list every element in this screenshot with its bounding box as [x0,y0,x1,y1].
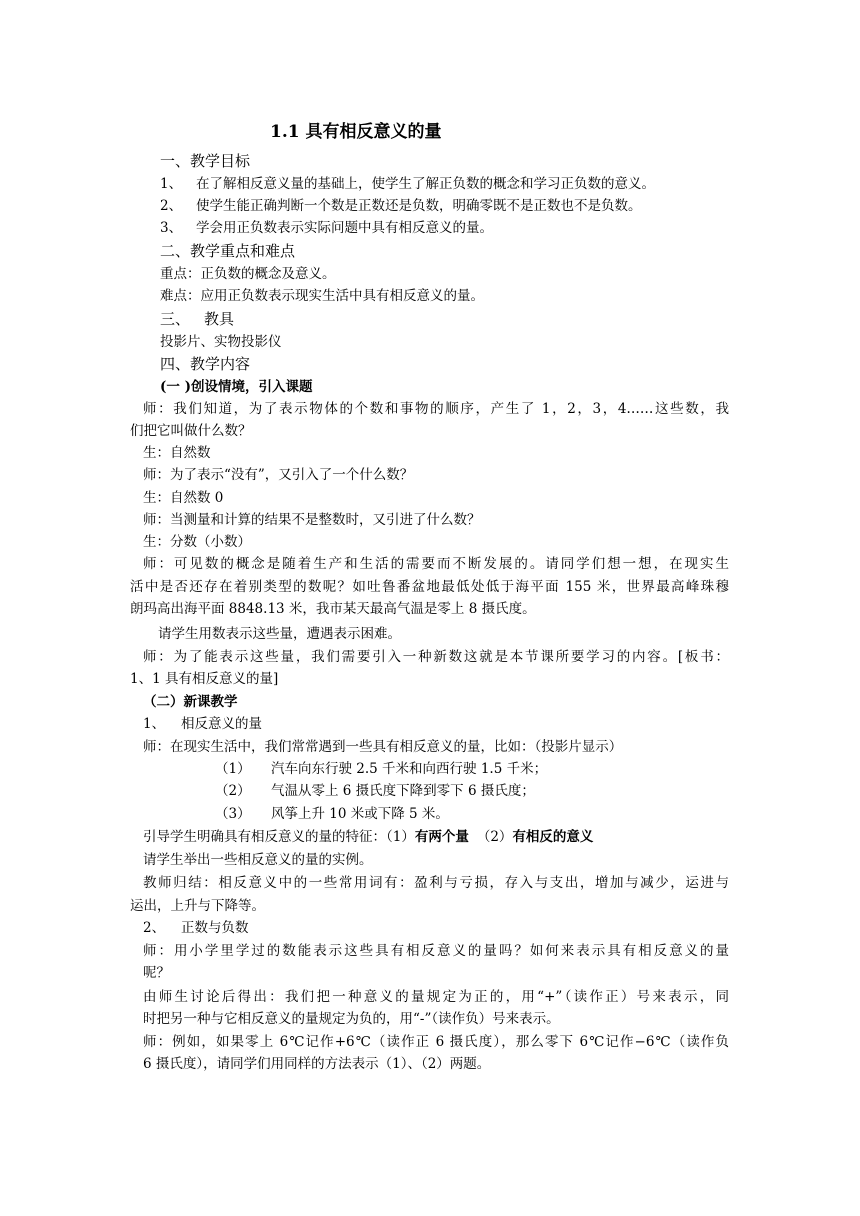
text-span: 引导学生明确具有相反意义的量的特征：（1） [143,829,415,845]
emphasis-text: 有相反的意义 [512,829,594,845]
dialogue-line: 生：分数（小数） [143,534,251,550]
paragraph: 难点：应用正负数表示现实生活中具有相反意义的量。 [160,288,484,304]
dialogue-line: 师：当测量和计算的结果不是整数时，又引进了什么数？ [143,512,481,528]
dialogue-line: 师：为了表示“没有”，又引入了一个什么数？ [143,467,414,483]
section-heading [160,308,234,330]
section-number: 三、 [160,310,191,328]
dialogue-line: 生：自然数 [143,445,211,461]
text-span: （2） [476,829,513,845]
example-text: 风筝上升 10 米或下降 5 米。 [271,806,449,822]
paragraph: 投影片、实物投影仪 [160,334,282,350]
paragraph-line: 师：例如，如果零上 6℃记作+6℃（读作正 6 摄氏度），那么零下 6℃记作−6℃（读作负 [143,1034,729,1050]
paragraph-line: 1、1 具有相反意义的量] [130,671,279,687]
section-heading: 二、教学重点和难点 [160,242,296,260]
list-item [160,173,655,195]
paragraph-line: 由师生讨论后得出：我们把一种意义的量规定为正的，用“+”（读作正）号来表示，同 [143,989,729,1005]
list-number: 2、 [143,920,166,936]
example-item [215,803,449,825]
paragraph-line: 活中是否还存在着别类型的数呢？如吐鲁番盆地最低处低于海平面 155 米，世界最高峰珠穆 [130,579,729,595]
subsection-heading: (一 )创设情境，引入课题 [160,379,313,395]
section-heading: 四、教学内容 [160,355,251,373]
list-number: 3、 [160,220,183,236]
paragraph-line: 师：为了能表示这些量，我们需要引入一种新数这就是本节课所要学习的内容。[板书： [143,649,729,665]
example-number: （1） [215,761,251,777]
list-item [160,217,493,239]
subsection-heading: （二）新课教学 [143,694,238,710]
emphasis-text: 有两个量 [414,829,469,845]
list-number: 2、 [160,198,183,214]
example-item [215,780,535,802]
paragraph-line: 们把它叫做什么数？ [130,423,252,439]
example-text: 汽车向东行驶 2.5 千米和向西行驶 1.5 千米； [271,761,548,777]
paragraph: 重点：正负数的概念及意义。 [160,266,336,282]
section-heading: 一、教学目标 [160,152,251,170]
list-item [160,195,642,217]
paragraph-line: 请学生举出一些相反意义的量的实例。 [143,852,373,868]
section-text: 教具 [204,310,235,328]
paragraph-line: 呢？ [143,965,170,981]
dialogue-line: 生：自然数 0 [143,490,224,506]
example-text: 气温从零上 6 摄氏度下降到零下 6 摄氏度； [271,783,535,799]
example-item [215,758,547,780]
paragraph-line: 师：用小学里学过的数能表示这些具有相反意义的量吗？如何来表示具有相反意义的量 [143,943,729,959]
example-number: （3） [215,806,251,822]
list-text: 在了解相反意义量的基础上，使学生了解正负数的概念和学习正负数的意义。 [196,176,655,192]
paragraph-line [143,826,593,848]
list-text: 正数与负数 [181,920,249,936]
list-text: 相反意义的量 [181,716,262,732]
list-text: 学会用正负数表示实际问题中具有相反意义的量。 [196,220,493,236]
paragraph-line: 时把另一种与它相反意义的量规定为负的，用“-”（读作负）号来表示。 [143,1011,560,1027]
paragraph-line: 师：在现实生活中，我们常常遇到一些具有相反意义的量，比如：（投影片显示） [143,739,623,755]
page-title: 1.1 具有相反意义的量 [270,122,442,142]
paragraph-line: 朗玛高出海平面 8848.13 米，我市某天最高气温是零上 8 摄氏度。 [130,601,536,617]
list-text: 使学生能正确判断一个数是正数还是负数，明确零既不是正数也不是负数。 [196,198,642,214]
list-item [143,917,249,939]
list-number: 1、 [143,716,166,732]
paragraph-line: 教师归结：相反意义中的一些常用词有：盈利与亏损，存入与支出，增加与减少，运进与 [143,875,729,891]
paragraph-line: 6 摄氏度），请同学们用同样的方法表示（1）、（2）两题。 [143,1056,491,1072]
paragraph-line: 请学生用数表示这些量，遭遇表示困难。 [158,626,401,642]
paragraph-line: 师：可见数的概念是随着生产和生活的需要而不断发展的。请同学们想一想，在现实生 [143,556,729,572]
example-number: （2） [215,783,251,799]
paragraph-line: 师：我们知道，为了表示物体的个数和事物的顺序，产生了 1，2，3，4……这些数，我 [143,401,729,417]
list-item [143,713,262,735]
list-number: 1、 [160,176,183,192]
paragraph-line: 运出，上升与下降等。 [130,898,265,914]
